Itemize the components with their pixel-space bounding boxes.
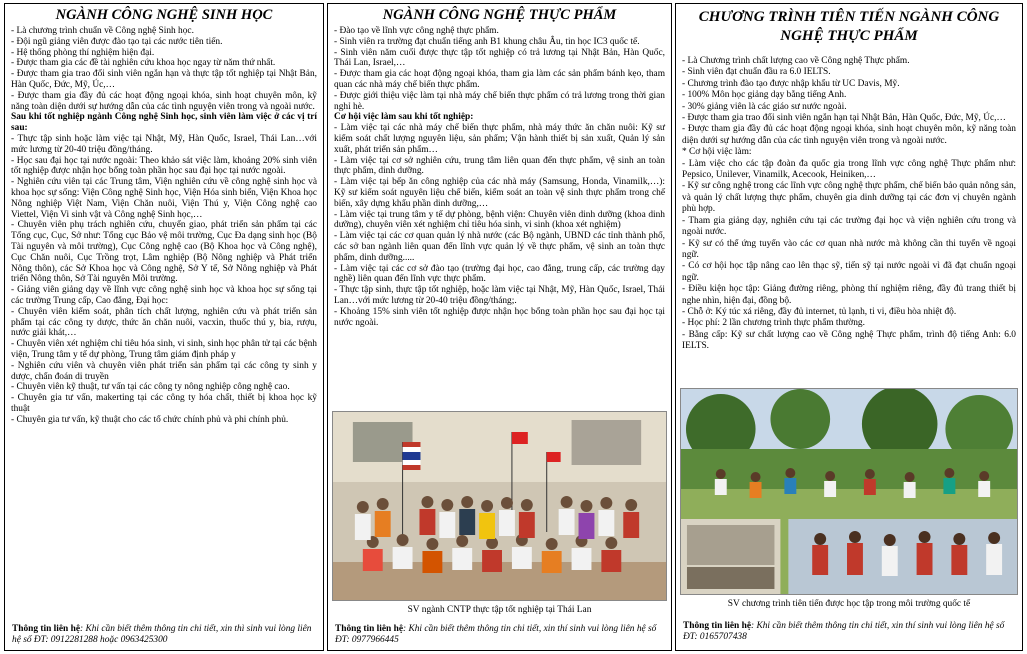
section-heading: Sau khi tốt nghiệp ngành Công nghệ Sinh học, sinh viên làm việc ở các vị trí sau: xyxy=(11,112,317,134)
bullet-item: - Nghiên cứu viên và chuyên viên phát triển sản phẩm tại các công ty sinh y dược, chẩn đoán di truyền xyxy=(11,360,317,382)
bullet-item: - Chỗ ở: Ký túc xá riêng, đầy đủ internet, tủ lạnh, ti vi, điều hòa nhiệt độ. xyxy=(682,306,957,317)
bullet-item: - Kỹ sư có thể ứng tuyển vào các cơ quan nhà nước mà không cần thi tuyển về ngoại ngữ. xyxy=(682,238,1016,260)
column-title: CHƯƠNG TRÌNH TIÊN TIẾN NGÀNH CÔNG NGHỆ THỰC PHẨM xyxy=(698,9,1000,44)
column-title: NGÀNH CÔNG NGHỆ SINH HỌC xyxy=(55,7,273,23)
bullet-item: - Giảng viên giảng dạy về lĩnh vực công nghệ sinh học và khoa học sự sống tại các trường Trung cấp, Cao đẳng, Đại học: xyxy=(11,285,317,306)
bullet-item: - Được tham gia các hoạt động ngoại khóa, tham gia làm các sản phẩm bánh kẹo, tham quan các nhà máy chế biến thực phẩm. xyxy=(334,69,665,90)
bullet-item: - Kỹ sư công nghệ trong các lĩnh vực công nghệ thực phẩm, chế biến bảo quản nông sản, và quản lý chất lượng thực phẩm, chuyên gia dinh dưỡng tại các đơn vị chuyên ngành phù hợp. xyxy=(682,181,1016,215)
contact-info xyxy=(683,621,1015,643)
contact-info xyxy=(12,624,316,646)
bullet-item: - Chuyên viên kỹ thuật, tư vấn tại các công ty nông nghiệp công nghệ cao. xyxy=(11,382,290,393)
bullet-item: - Được tham gia các đề tài nghiên cứu khoa học ngay từ năm thứ nhất. xyxy=(11,58,276,69)
photo-caption: SV chương trình tiên tiến được học tập trong môi trường quốc tế xyxy=(727,599,971,609)
bullet-item: - 30% giảng viên là các giáo sư nước ngoài. xyxy=(682,101,847,112)
bullet-item: - Chuyên viên phụ trách nghiên cứu, chuyển giao, phát triển sản phẩm tại các Tổng cục, Cục, Sở như: Tổng cục Bảo vệ môi trường, Cục Đa dạng sinh học (Bộ Tài nguyên và môi trường), Cục Công nghệ cao (Bộ Khoa học và Công nghệ), Cục Chăn nuôi, Cục Trồng trọt, Lâm nghiệp (Bộ Nông nghiệp và Phát triển Nông thôn), các Sở Khoa học và Công nghệ, Sở Y tế, Sở Nông nghiệp và Phát triển Nông thôn, Sở Tài nguyên Môi trường. xyxy=(11,220,317,285)
column-body xyxy=(682,56,1016,353)
bullet-item: - Được tham gia đầy đủ các hoạt động ngoại khóa, sinh hoạt chuyên môn, kỹ năng toàn diện dưới sự hướng dẫn của các tình nguyện viên trong và ngoài nước. xyxy=(682,124,1016,146)
bullet-item: - Làm việc tại bếp ăn công nghiệp của các nhà máy (Samsung, Honda, Vinamilk,…): Kỹ sư kiểm soát nguyên liệu chế biến, kiểm soát an toàn vệ sinh thực phẩm trong chế biến, xây dựng khẩu phần dinh dưỡng,… xyxy=(334,177,665,209)
bullet-item: * Cơ hội việc làm: xyxy=(682,147,752,158)
bullet-item: - Sinh viên năm cuối được thực tập tốt nghiệp có trả lương tại Nhật Bản, Hàn Quốc, Thái Lan, Israel,… xyxy=(334,47,665,69)
column-body xyxy=(334,26,665,328)
bullet-item: - Thực tập sinh, thực tập tốt nghiệp, hoặc làm việc tại Nhật, Mỹ, Hàn Quốc, Israel, Thái Lan…với mức lương từ 20-40 triệu đồng/tháng;. xyxy=(334,285,665,306)
bullet-item: - Được giới thiệu việc làm tại nhà máy chế biến thực phẩm có trả lương trong thời gian nghỉ hè. xyxy=(334,90,665,112)
bullet-item: - Làm việc tại các nhà máy chế biến thực phẩm, nhà máy thức ăn chăn nuôi: Kỹ sư kiểm soát chất lượng nguyên liệu, sản phẩm; Vận hành thiết bị sản xuất, Quản lý sản xuất, phát triển sản phẩm… xyxy=(334,123,665,155)
contact-text: : Khi cần biết thêm thông tin chi tiết, xin thí sinh vui lòng liên hệ số ĐT: 0165707438 xyxy=(683,621,1005,642)
contact-label: Thông tin liên hệ xyxy=(335,624,403,634)
bullet-item: - Làm việc tại trung tâm y tế dự phòng, bệnh viện: Chuyên viên dinh dưỡng (khoa dinh dưỡng), chuyên viên xét nghiệm chỉ tiêu hóa sinh, vi sinh (khoa xét nghiệm) xyxy=(334,209,665,231)
section-heading: Cơ hội việc làm sau khi tốt nghiệp: xyxy=(334,112,474,123)
bullet-item: - Là chương trình chuẩn về Công nghệ Sinh học. xyxy=(11,26,194,36)
bullet-item: - Làm việc cho các tập đoàn đa quốc gia trong lĩnh vực công nghệ Thực phẩm như: Pepsico, Unilever, Vinamilk, Acecook, Heiniken,… xyxy=(682,158,1016,181)
bullet-item: - Được tham gia trao đổi sinh viên ngắn hạn tại Nhật Bản, Hàn Quốc, Đức, Mỹ, Úc,… xyxy=(682,113,1006,124)
bullet-item: - Sinh viên đạt chuẩn đầu ra 6.0 IELTS. xyxy=(682,67,831,78)
bullet-item: - Học phí: 2 lần chương trình thực phẩm thường. xyxy=(682,318,865,329)
bullet-item: - Làm việc tại cơ sở nghiên cứu, trung tâm liên quan đến thực phẩm, vệ sinh an toàn thực phẩm, dinh dưỡng. xyxy=(334,155,665,177)
bullet-item: - Thực tập sinh hoặc làm việc tại Nhật, Mỹ, Hàn Quốc, Israel, Thái Lan…với mức lương từ 20-40 triệu đồng/tháng. xyxy=(11,133,317,155)
column-title: NGÀNH CÔNG NGHỆ THỰC PHẨM xyxy=(382,7,617,23)
photo-caption: SV ngành CNTP thực tập tốt nghiệp tại Thái Lan xyxy=(407,605,592,615)
bullet-item: - Đào tạo về lĩnh vực công nghệ thực phẩm. xyxy=(334,26,499,36)
bullet-item: - Làm việc tại các cơ sở đào tạo (trường đại học, cao đẳng, trung cấp, các trường dạy nghề) liên quan đến lĩnh vực thực phẩm. xyxy=(334,263,665,285)
contact-text: : Khi cần biết thêm thông tin chi tiết, xin thí sinh vui lòng liên hệ số ĐT: 0977966445 xyxy=(335,624,657,645)
bullet-item: - Chương trình đào tạo được nhập khẩu từ UC Davis, Mỹ. xyxy=(682,78,900,89)
bullet-item: - Học sau đại học tại nước ngoài: Theo khảo sát việc làm, khoảng 20% sinh viên tốt nghiệp được nhận học bổng toàn phần học sau đại học tại nước ngoài. xyxy=(11,155,317,177)
bullet-item: - Điều kiện học tập: Giảng đường riêng, phòng thí nghiệm riêng, đầy đủ trang thiết bị nghe nhìn, hiện đại, đồng bộ. xyxy=(682,284,1016,306)
column-food-technology xyxy=(327,3,672,651)
column-biotechnology xyxy=(4,3,324,651)
bullet-item: - Hệ thống phòng thí nghiệm hiện đại. xyxy=(11,47,155,58)
contact-text: : Khi cần biết thêm thông tin chi tiết, xin thì sinh vui lòng liên hệ số ĐT: 0912281288 hoặc 0963425300 xyxy=(12,624,312,645)
bullet-item: - Chuyên gia tư vấn, kỹ thuật cho các tổ chức chính phủ và phi chính phủ. xyxy=(11,414,289,425)
bullet-item: - Chuyên viên xét nghiệm chỉ tiêu hóa sinh, vi sinh, sinh học phân tử tại các bệnh viện, Trung tâm y tế dự phòng, Trung tâm giám định pháp y xyxy=(11,339,317,360)
bullet-item: - Bằng cấp: Kỹ sư chất lượng cao về Công nghệ Thực phẩm, trình độ tiếng Anh: 6.0 IELTS. xyxy=(682,329,1016,352)
group-photo-thailand xyxy=(332,411,667,601)
bullet-item: - Có cơ hội học tập nâng cao lên thạc sỹ, tiến sỹ tại nước ngoài vì đã đạt chuẩn ngoại ngữ. xyxy=(682,261,1016,283)
bullet-item: - Là Chương trình chất lượng cao về Công nghệ Thực phẩm. xyxy=(682,56,910,66)
contact-label: Thông tin liên hệ xyxy=(683,621,751,631)
bullet-item: - Khoảng 15% sinh viên tốt nghiệp được nhận học bổng toàn phần học sau đại học tại nước ngoài. xyxy=(334,306,665,328)
bullet-item: - Đội ngũ giảng viên được đào tạo tại các nước tiên tiến. xyxy=(11,36,223,47)
contact-label: Thông tin liên hệ xyxy=(12,624,80,634)
contact-info xyxy=(335,624,664,646)
bullet-item: - Sinh viên ra trường đạt chuẩn tiếng anh B1 khung châu Âu, tin học IC3 quốc tế. xyxy=(334,36,640,47)
bullet-item: - Tham gia giảng dạy, nghiên cứu tại các trường đại học và viện nghiên cứu trong và ngoài nước. xyxy=(682,215,1016,238)
bullet-item: - Chuyên gia tư vấn, makerting tại các công ty hóa chất, thiết bị khoa học kỹ thuật xyxy=(11,393,317,414)
column-advanced-program xyxy=(675,3,1023,651)
column-body xyxy=(11,26,317,425)
bullet-item: - 100% Môn học giảng dạy bằng tiếng Anh. xyxy=(682,90,847,101)
bullet-item: - Được tham gia đầy đủ các hoạt động ngoại khóa, sinh hoạt chuyên môn, kỹ năng toàn diện dưới sự hướng dẫn của các tình nguyện viên trong và ngoài nước. xyxy=(11,90,317,112)
bullet-item: - Chuyên viên kiểm soát, phân tích chất lượng, nghiên cứu và phát triển sản phẩm tại các công ty dược, thức ăn chăn nuôi, vacxin, thuốc thú y, bia, rượu, nước giải khát,… xyxy=(11,306,317,339)
bullet-item: - Được tham gia trao đổi sinh viên ngắn hạn và thực tập tốt nghiệp tại Nhật Bản, Hàn Quốc, Đức, Mỹ, Úc,… xyxy=(11,69,317,90)
bullet-item: - Nghiên cứu viên tại các Trung tâm, Viện nghiên cứu về công nghệ sinh học và khoa học sự sống: Viện Công nghệ Sinh học, Viện Hóa sinh biển, Viện Khoa học Nông nghiệp Việt Nam, Viện Chăn nuôi, Viện Thú y, Viện Công nghệ cao Viettel, Viện Vi sinh vật và Công nghệ Sinh học,… xyxy=(11,177,317,220)
group-photo-international xyxy=(680,388,1018,595)
bullet-item: - Làm việc tại các cơ quan quản lý nhà nước (các Bộ ngành, UBND các tỉnh thành phố, các sở ban ngành liên quan đến lĩnh vực quản lý về thực phẩm, vệ sinh an toàn thực phẩm, dinh dưỡng..... xyxy=(334,231,665,263)
